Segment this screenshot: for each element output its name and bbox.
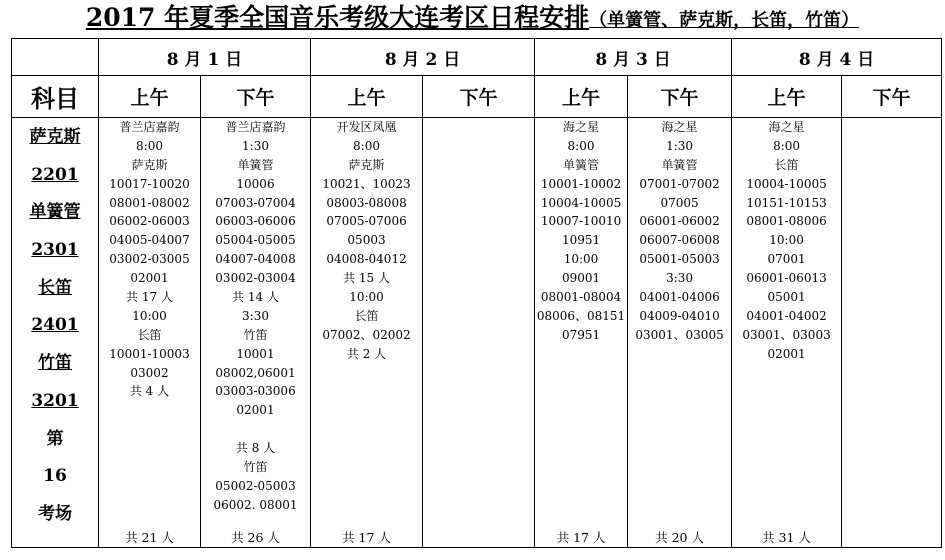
- subject-label: 萨克斯: [29, 127, 81, 147]
- cell-total: 共 31 人: [762, 530, 811, 545]
- schedule-line: 开发区凤凰: [336, 120, 397, 134]
- schedule-line: 海之星: [563, 120, 600, 134]
- cell-lines: [535, 118, 627, 345]
- period-header: 上午: [311, 76, 423, 118]
- schedule-line: 10001: [236, 346, 275, 361]
- cell-total: 共 17 人: [556, 530, 606, 545]
- schedule-line: 8:00: [773, 138, 801, 153]
- schedule-line: 05003: [347, 233, 386, 248]
- schedule-line: 共 8 人: [235, 441, 276, 456]
- day-header: 8 月 2 日: [311, 39, 535, 76]
- schedule-line: 10006: [236, 176, 275, 191]
- schedule-line: 03002: [130, 365, 169, 380]
- subject-label: 2301: [31, 240, 79, 261]
- schedule-line: 1:30: [666, 138, 694, 153]
- cell-total: 共 17 人: [342, 530, 391, 545]
- schedule-line: 8:00: [353, 138, 380, 153]
- schedule-line: 10004-10005: [540, 195, 622, 210]
- schedule-line: 07003-07004: [215, 195, 296, 210]
- day-header: 8 月 4 日: [732, 39, 942, 76]
- schedule-line: 3:30: [666, 271, 694, 286]
- period-header: 上午: [99, 76, 201, 118]
- schedule-line: 03001、03003: [742, 327, 831, 342]
- schedule-cell-aug3-pm: [628, 118, 732, 548]
- schedule-cell-aug3-am: [535, 118, 628, 548]
- schedule-cell-aug4-pm: [842, 118, 942, 548]
- schedule-line: 普兰店嘉韵: [119, 120, 180, 134]
- schedule-line: 03002-03005: [109, 252, 190, 267]
- schedule-line: 长笛: [774, 157, 799, 172]
- schedule-line: 共 2 人: [346, 346, 387, 361]
- subject-label: 竹笛: [38, 353, 72, 374]
- subject-label: 3201: [31, 390, 79, 411]
- period-header: 下午: [423, 76, 535, 118]
- schedule-cell-aug4-am: [732, 118, 842, 548]
- subject-label: 2201: [31, 164, 79, 185]
- schedule-line: 萨克斯: [131, 157, 168, 172]
- schedule-line: 长笛: [354, 308, 379, 323]
- schedule-line: 10:00: [132, 308, 167, 323]
- schedule-line: 05002-05003: [215, 478, 296, 493]
- schedule-line: 07001: [767, 252, 806, 267]
- schedule-line: 07005: [660, 195, 699, 210]
- schedule-cell-aug1-pm: [201, 118, 311, 548]
- schedule-cell-aug2-am: [311, 118, 423, 548]
- cell-lines: [732, 118, 841, 364]
- subject-label: 16: [43, 466, 67, 487]
- schedule-line: 07951: [561, 327, 601, 342]
- period-header: 下午: [842, 76, 942, 118]
- cell-lines: [311, 118, 422, 364]
- schedule-line: 共 14 人: [232, 290, 279, 305]
- day-header: 8 月 3 日: [535, 39, 732, 76]
- schedule-line: 08001-08004: [540, 290, 622, 305]
- schedule-line: 08002,06001: [215, 365, 296, 380]
- cell-total: 共 20 人: [655, 530, 704, 545]
- schedule-line: 03001、03005: [635, 327, 724, 342]
- schedule-line: 08001-08002: [109, 195, 190, 210]
- schedule-line: 10951: [561, 233, 601, 248]
- schedule-line: 04008-04012: [326, 252, 407, 267]
- subject-label: 第: [46, 428, 64, 449]
- period-header: 上午: [535, 76, 628, 118]
- schedule-line: 竹笛: [243, 460, 268, 475]
- cell-lines: [99, 118, 200, 401]
- schedule-line: 共 4 人: [129, 384, 170, 399]
- schedule-line: 海之星: [768, 120, 805, 134]
- schedule-line: 04001-04002: [746, 308, 827, 323]
- period-header: 上午: [732, 76, 842, 118]
- schedule-line: 1:30: [242, 138, 269, 153]
- day-header: 8 月 1 日: [99, 39, 311, 76]
- schedule-line: 08001-08006: [746, 214, 827, 229]
- period-header: 下午: [628, 76, 732, 118]
- subject-column: [12, 118, 99, 548]
- schedule-line: 03002-03004: [215, 271, 296, 286]
- schedule-line: 06002-06003: [109, 214, 190, 229]
- schedule-line: 10001-10002: [540, 176, 622, 191]
- schedule-line: 竹笛: [243, 327, 268, 342]
- schedule-line: 10001-10003: [109, 346, 190, 361]
- schedule-line: 长笛: [137, 327, 162, 342]
- schedule-line: 06001-06013: [746, 271, 827, 286]
- schedule-line: 06001-06002: [639, 214, 720, 229]
- title-main: 2017 年夏季全国音乐考级大连考区日程安排: [85, 3, 590, 32]
- schedule-line: 10021、10023: [322, 176, 411, 191]
- schedule-line: 共 15 人: [343, 271, 390, 286]
- schedule-line: 06002. 08001: [213, 497, 298, 512]
- schedule-line: 10:00: [563, 252, 599, 267]
- schedule-line: 07001-07002: [639, 176, 720, 191]
- schedule-table: [11, 38, 942, 548]
- page-title: [0, 0, 945, 36]
- schedule-line: 08003-08008: [326, 195, 407, 210]
- period-header: 下午: [201, 76, 311, 118]
- cell-lines: [201, 118, 310, 515]
- schedule-line: 普兰店嘉韵: [225, 120, 286, 134]
- schedule-line: 02001: [236, 403, 275, 418]
- schedule-line: 06007-06008: [639, 233, 720, 248]
- schedule-line: 04001-04006: [639, 290, 720, 305]
- schedule-line: 萨克斯: [348, 157, 385, 172]
- schedule-line: 单簧管: [661, 157, 698, 172]
- schedule-line: 单簧管: [237, 157, 274, 172]
- schedule-line: 04009-04010: [639, 308, 720, 323]
- schedule-cell-aug1-am: [99, 118, 201, 548]
- schedule-line: 02001: [130, 271, 169, 286]
- schedule-line: 10004-10005: [746, 176, 827, 191]
- cell-total: 共 21 人: [125, 530, 174, 545]
- schedule-line: 10017-10020: [109, 176, 190, 191]
- subject-label: 2401: [31, 315, 79, 336]
- subject-header: 科目: [12, 76, 99, 118]
- schedule-line: 04005-04007: [109, 233, 190, 248]
- schedule-line: 10007-10010: [540, 214, 622, 229]
- schedule-line: 07005-07006: [326, 214, 407, 229]
- schedule-line: 8:00: [136, 138, 163, 153]
- schedule-line: 05004-05005: [215, 233, 296, 248]
- subject-label: 考场: [38, 503, 72, 524]
- cell-lines: [628, 118, 731, 345]
- schedule-line: 09001: [561, 271, 601, 286]
- schedule-line: 10:00: [349, 290, 384, 305]
- subject-label: 单簧管: [29, 202, 81, 223]
- subject-label: 长笛: [38, 277, 72, 298]
- schedule-line: 10:00: [769, 233, 804, 248]
- schedule-line: 03003-03006: [215, 384, 296, 399]
- schedule-line: 05001: [767, 290, 806, 305]
- corner-cell: [12, 39, 99, 76]
- schedule-line: 10151-10153: [746, 195, 827, 210]
- schedule-line: 07002、02002: [322, 327, 411, 342]
- schedule-line: 02001: [767, 346, 806, 361]
- schedule-line: 06003-06006: [215, 214, 296, 229]
- schedule-cell-aug2-pm: [423, 118, 535, 548]
- title-sub: （单簧管、萨克斯，长笛，竹笛）: [589, 10, 860, 31]
- schedule-line: 3:30: [242, 308, 269, 323]
- schedule-line: 共 17 人: [126, 290, 173, 305]
- schedule-line: 08006、08151: [536, 308, 626, 323]
- cell-total: 共 26 人: [231, 530, 280, 545]
- schedule-line: 04007-04008: [215, 252, 296, 267]
- schedule-line: [201, 420, 310, 439]
- schedule-line: 8:00: [567, 138, 595, 153]
- schedule-line: 海之星: [661, 120, 698, 134]
- schedule-line: 单簧管: [563, 157, 600, 172]
- schedule-line: 05001-05003: [639, 252, 720, 267]
